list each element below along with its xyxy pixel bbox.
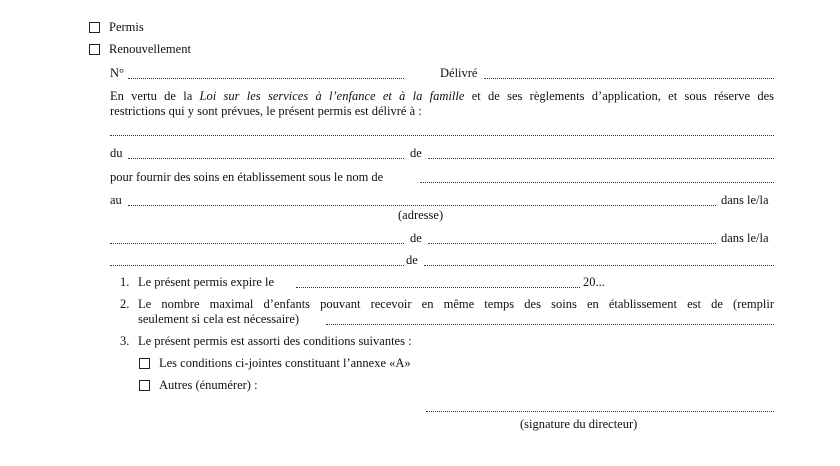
licensee-name-field[interactable] xyxy=(110,135,774,136)
de-field[interactable] xyxy=(428,158,774,159)
signature-caption: (signature du directeur) xyxy=(520,417,638,431)
max-children-field[interactable] xyxy=(326,324,774,325)
autres-label: Autres (énumérer) : xyxy=(159,378,258,392)
intro-before-italic: En vertu de la xyxy=(110,89,200,103)
item-3-number: 3. xyxy=(120,334,130,348)
issued-field[interactable] xyxy=(484,78,774,79)
issued-label: Délivré xyxy=(440,66,478,80)
signature-field[interactable] xyxy=(426,411,774,412)
dans-label-1: dans le/la xyxy=(721,193,769,207)
autres-checkbox[interactable] xyxy=(139,380,150,391)
care-name-field[interactable] xyxy=(420,182,774,183)
de-label-2: de xyxy=(410,231,422,245)
au-label: au xyxy=(110,193,122,207)
de-label: de xyxy=(410,146,422,160)
intro-after-italic: et de ses règlements d’application, et sous réserve des xyxy=(464,89,775,103)
item-3-text: Le présent permis est assorti des conditions suivantes : xyxy=(138,334,412,348)
item-1-text: Le présent permis expire le xyxy=(138,275,275,289)
care-name-label: pour fournir des soins en établissement sous le nom de xyxy=(110,170,384,184)
address-field[interactable] xyxy=(128,205,716,206)
permis-checkbox[interactable] xyxy=(89,22,100,33)
item-2-line-1: Le nombre maximal d’enfants pouvant recevoir en même temps des soins en établissement est de (remplir xyxy=(138,297,774,311)
intro-line-2: restrictions qui y sont prévues, le présent permis est délivré à : xyxy=(110,104,422,118)
municipality-field[interactable] xyxy=(428,243,716,244)
expiry-date-field[interactable] xyxy=(296,287,580,288)
law-title: Loi sur les services à l’enfance et à la famille xyxy=(199,89,465,103)
item-1-number: 1. xyxy=(120,275,130,289)
permis-label: Permis xyxy=(109,20,144,34)
item-2-line-2: seulement si cela est nécessaire) xyxy=(138,312,300,326)
annexe-checkbox[interactable] xyxy=(139,358,150,369)
de-label-3: de xyxy=(406,253,418,267)
dans-label-2: dans le/la xyxy=(721,231,769,245)
du-label: du xyxy=(110,146,123,160)
locality-field[interactable] xyxy=(110,243,404,244)
item-2-number: 2. xyxy=(120,297,130,311)
renouvellement-label: Renouvellement xyxy=(109,42,191,56)
region-field[interactable] xyxy=(110,265,404,266)
permit-number-field[interactable] xyxy=(128,78,404,79)
annexe-label: Les conditions ci-jointes constituant l’annexe «A» xyxy=(159,356,411,370)
expiry-year: 20... xyxy=(583,275,605,289)
renouvellement-checkbox[interactable] xyxy=(89,44,100,55)
intro-line-1 xyxy=(110,89,774,104)
permit-number-label: N° xyxy=(110,66,125,80)
region-field-2[interactable] xyxy=(424,265,774,266)
du-field[interactable] xyxy=(128,158,404,159)
adresse-caption: (adresse) xyxy=(398,208,444,222)
